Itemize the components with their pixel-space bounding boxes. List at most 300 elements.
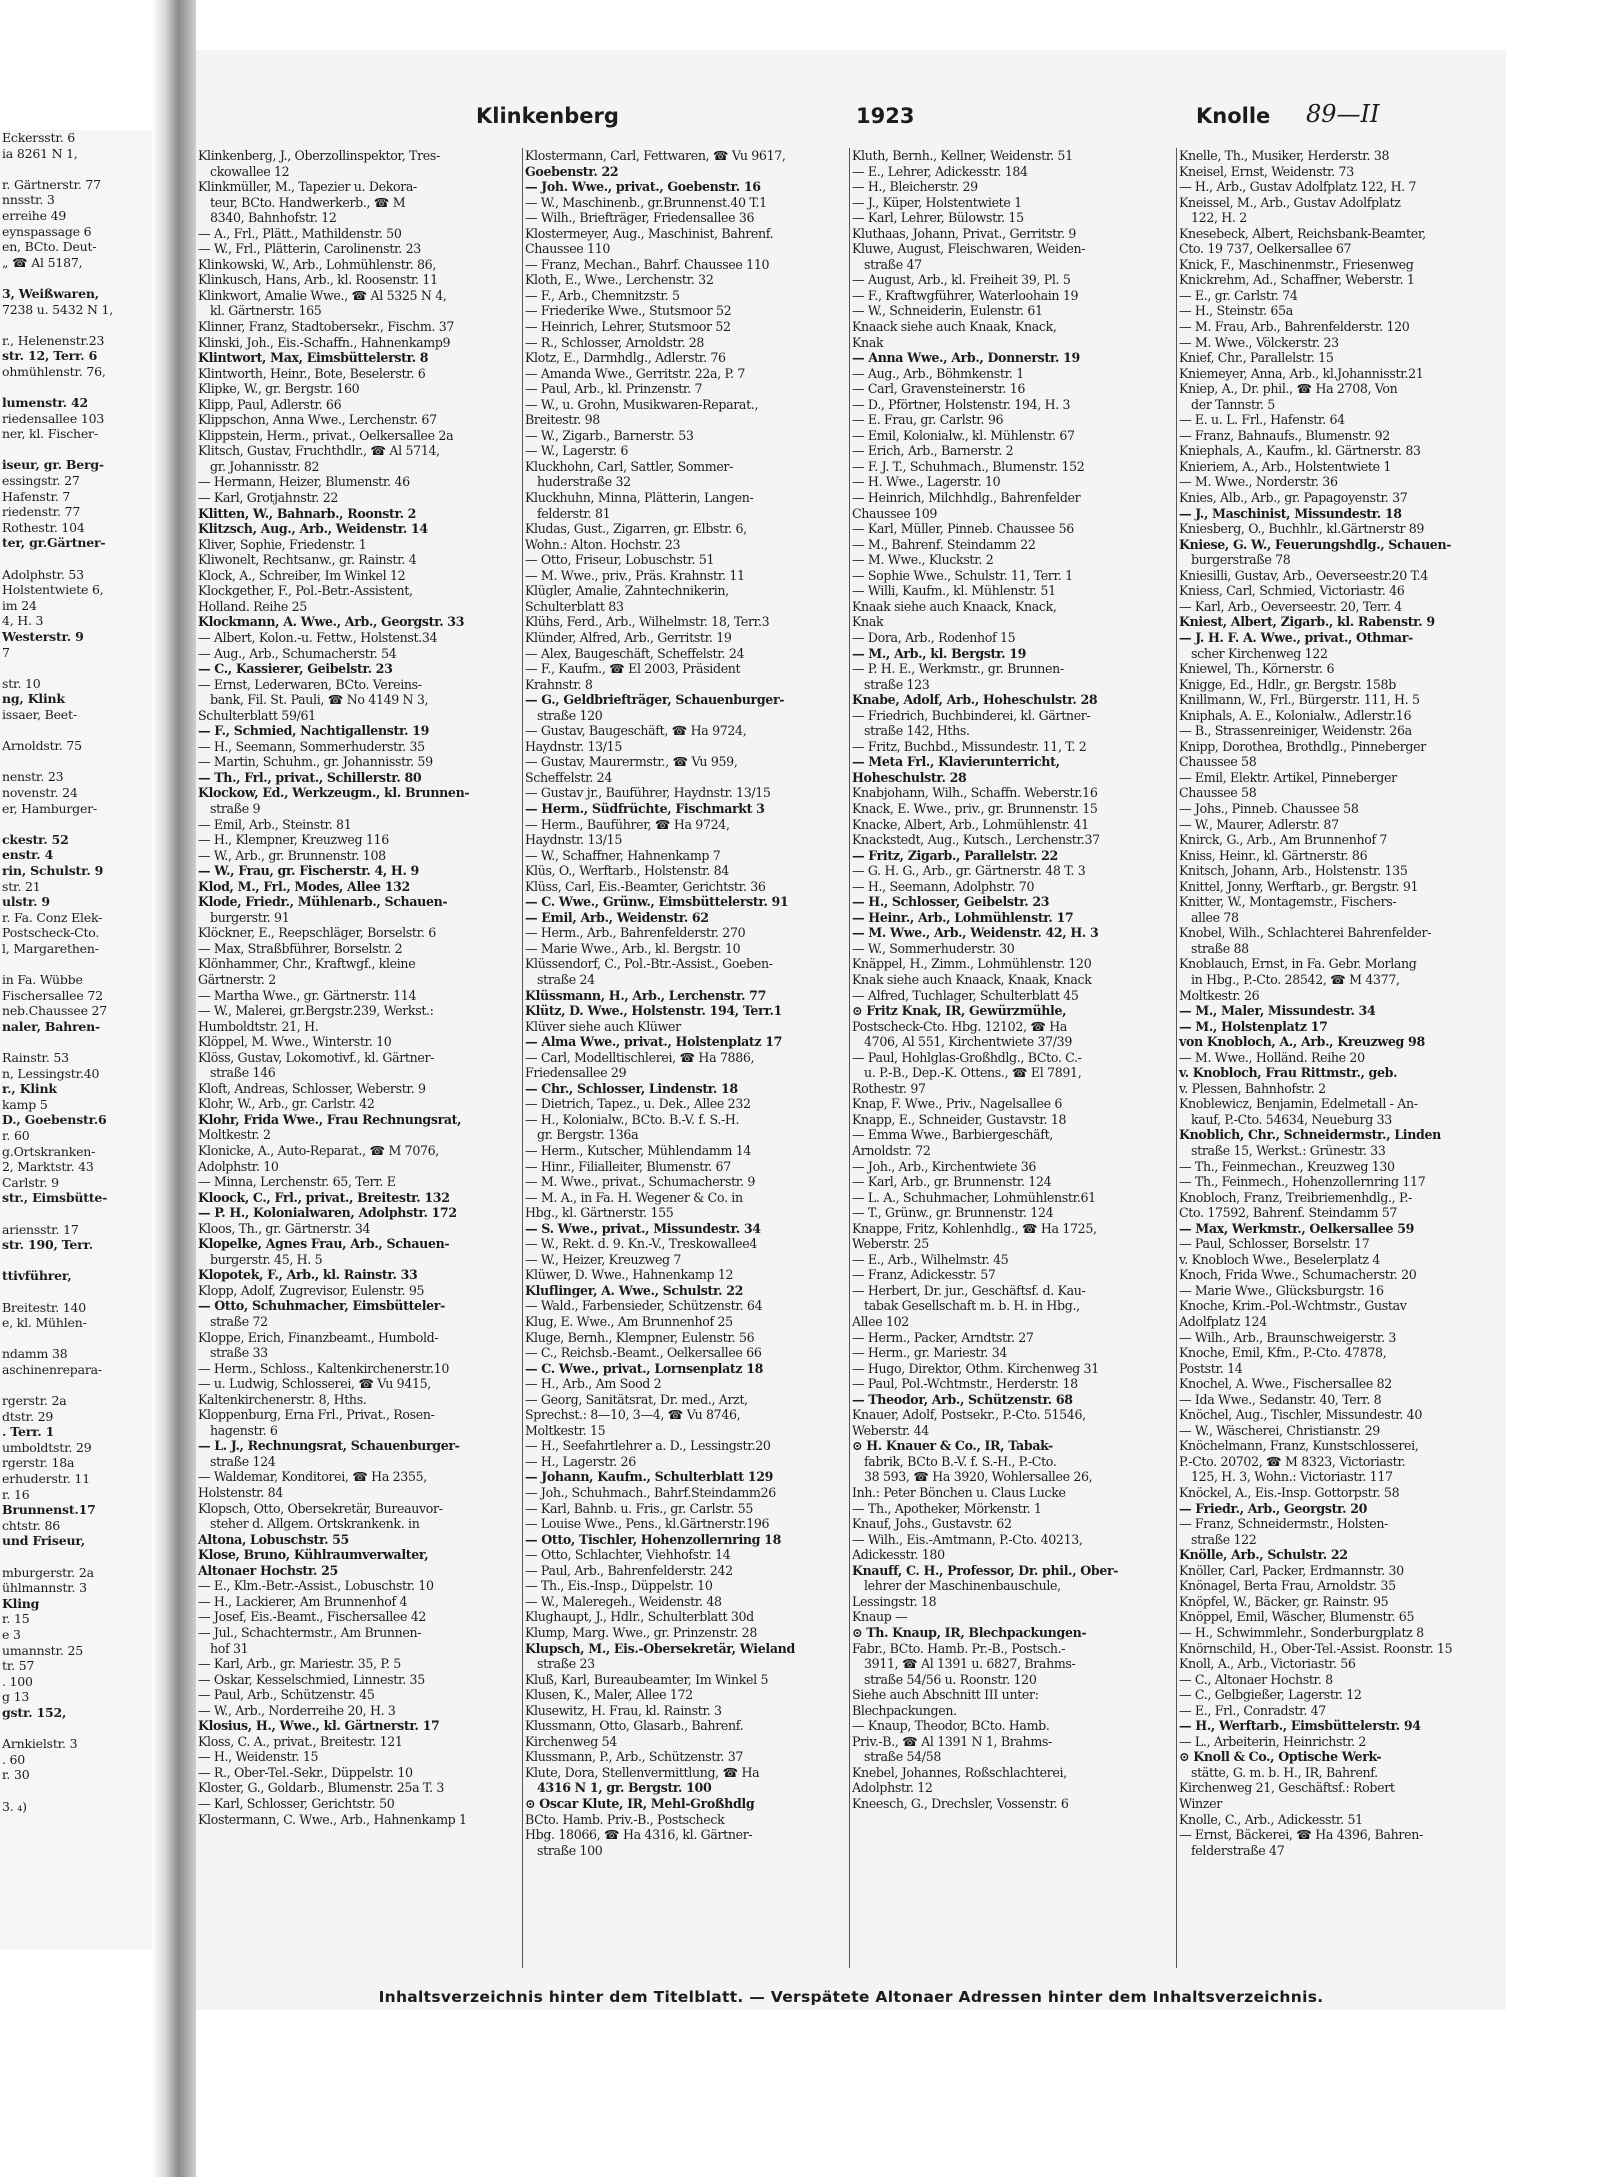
directory-line: 8340, Bahnhofstr. 12 [210, 210, 337, 226]
directory-line: von Knobloch, A., Arb., Kreuzweg 98 [1179, 1034, 1425, 1050]
directory-line: hof 31 [210, 1640, 249, 1656]
directory-line: Kloppe, Erich, Finanzbeamt., Humbold- [198, 1329, 439, 1345]
directory-line: Klippschon, Anna Wwe., Lerchenstr. 67 [198, 412, 437, 428]
left-page-line: Fischersallee 72 [2, 987, 103, 1003]
directory-line: — H., Lagerstr. 26 [525, 1453, 636, 1469]
directory-line: Knauf, Johs., Gustavstr. 62 [852, 1516, 1012, 1532]
directory-line: straße 15, Werkst.: Grünestr. 33 [1191, 1143, 1386, 1158]
directory-line: BCto. Hamb. Priv.-B., Postscheck [525, 1811, 725, 1827]
directory-line: Hoheschulstr. 28 [852, 769, 967, 785]
page-footer-note: Inhaltsverzeichnis hinter dem Titelblatt. — Verspätete Altonaer Adressen hinter dem Inhaltsverzeichnis. [378, 1988, 1324, 2006]
directory-line: Klinkenberg, J., Oberzollinspektor, Tres- [198, 148, 440, 163]
directory-line: Chaussee 58 [1179, 754, 1257, 770]
directory-line: Allee 102 [852, 1314, 909, 1330]
directory-line: — Louise Wwe., Pens., kl.Gärtnerstr.196 [525, 1516, 770, 1532]
directory-line: straße 54/56 u. Roonstr. 120 [864, 1671, 1037, 1687]
left-page-line [0, 270, 152, 286]
directory-line: Klug, E. Wwe., Am Brunnenhof 25 [525, 1314, 733, 1330]
directory-line: Moltkestr. 2 [198, 1127, 271, 1143]
directory-line: Klintworth, Heinr., Bote, Beselerstr. 6 [198, 365, 426, 381]
directory-line: straße 23 [537, 1656, 595, 1672]
left-page-line: lumenstr. 42 [2, 395, 89, 411]
directory-line: straße 9 [210, 800, 261, 816]
directory-line: Klockow, Ed., Werkzeugm., kl. Brunnen- [198, 785, 470, 801]
directory-line: Knittel, Jonny, Werftarb., gr. Bergstr. 91 [1179, 878, 1419, 894]
directory-line: Knoblich, Chr., Schneidermstr., Linden [1179, 1127, 1441, 1143]
directory-line: — Georg, Sanitätsrat, Dr. med., Arzt, [525, 1391, 748, 1407]
directory-line: — M. Wwe., Völckerstr. 23 [1179, 334, 1339, 350]
directory-line: — W., Frau, gr. Fischerstr. 4, H. 9 [198, 863, 419, 879]
left-page-line: Eckersstr. 6 [2, 130, 76, 145]
directory-line: Kloth, E., Wwe., Lerchenstr. 32 [525, 272, 714, 288]
directory-line: ⊙ H. Knauer & Co., IR, Tabak- [852, 1438, 1053, 1454]
directory-line: — Herm., Packer, Arndtstr. 27 [852, 1329, 1034, 1345]
directory-line: huderstraße 32 [537, 474, 631, 490]
directory-line: Kneisel, Ernst, Weidenstr. 73 [1179, 163, 1354, 179]
directory-line: Breitestr. 98 [525, 412, 600, 428]
directory-line: — Th., Feinmech., Hohenzollernring 117 [1179, 1174, 1426, 1190]
left-page-line: mburgerstr. 2a [2, 1564, 94, 1580]
directory-line: burgerstr. 91 [210, 909, 290, 925]
directory-line: Klöppel, M. Wwe., Winterstr. 10 [198, 1034, 392, 1050]
directory-line: straße 72 [210, 1314, 268, 1330]
directory-line: Postscheck-Cto. Hbg. 12102, ☎ Ha [852, 1018, 1068, 1034]
directory-line: — E. u. L. Frl., Hafenstr. 64 [1179, 412, 1345, 428]
directory-line: der Tannstr. 5 [1191, 396, 1275, 412]
directory-line: — Heinr., Arb., Lohmühlenstr. 17 [852, 909, 1074, 925]
directory-line: — E., Klm.-Betr.-Assist., Lobuschstr. 10 [198, 1578, 434, 1594]
directory-line: Kniss, Heinr., kl. Gärtnerstr. 86 [1179, 847, 1368, 863]
directory-line: ⊙ Fritz Knak, IR, Gewürzmühle, [852, 1003, 1067, 1019]
directory-line: Klinkwort, Amalie Wwe., ☎ Al 5325 N 4, [198, 287, 447, 303]
directory-line: Klüssmann, H., Arb., Lerchenstr. 77 [525, 987, 766, 1003]
directory-line: Kniphals, A. E., Kolonialw., Adlerstr.16 [1179, 707, 1412, 723]
directory-line: — Joh., Schuhmach., Bahrf.Steindamm26 [525, 1485, 776, 1501]
directory-line: — Max, Werkmstr., Oelkersallee 59 [1179, 1220, 1415, 1236]
left-page-line: „ ☎ Al 5187, [2, 254, 83, 270]
page-number: 89—II [1306, 100, 1380, 128]
left-page-line [0, 1378, 152, 1394]
directory-line: Kniese, G. W., Feuerungshdlg., Schauen- [1179, 536, 1452, 552]
directory-line: — H., Seemann, Sommerhuderstr. 35 [198, 738, 425, 754]
directory-line: — August, Arb., kl. Freiheit 39, Pl. 5 [852, 272, 1071, 288]
directory-line: Klütz, D. Wwe., Holstenstr. 194, Terr.1 [525, 1003, 782, 1019]
directory-line: allee 78 [1191, 909, 1239, 925]
directory-line: — Martha Wwe., gr. Gärtnerstr. 114 [198, 987, 417, 1003]
directory-line: — Emma Wwe., Barbiergeschäft, [852, 1127, 1053, 1143]
left-page-line: riedenstr. 77 [2, 504, 81, 520]
directory-line: — Amanda Wwe., Gerritstr. 22a, P. 7 [525, 365, 746, 381]
directory-line: — P. H., Kolonialwaren, Adolphstr. 172 [198, 1205, 457, 1221]
left-page-line: 2, Marktstr. 43 [2, 1159, 94, 1175]
left-page-line: g.Ortskranken- [2, 1143, 96, 1159]
directory-line: Kniest, Albert, Zigarb., kl. Rabenstr. 9 [1179, 614, 1435, 630]
directory-line: Knitter, W., Montagemstr., Fischers- [1179, 894, 1397, 910]
directory-line: — H., Schwimmlehr., Sonderburgplatz 8 [1179, 1624, 1424, 1640]
left-page-line: ühlmannstr. 3 [2, 1580, 87, 1596]
directory-line: — Herm., gr. Mariestr. 34 [852, 1345, 1008, 1361]
directory-line: — Wilh., Briefträger, Friedensallee 36 [525, 210, 755, 226]
directory-line: Knoblewicz, Benjamin, Edelmetall - An- [1179, 1096, 1418, 1112]
directory-line: P.-Cto. 20702, ☎ M 8323, Victoriastr. [1179, 1453, 1406, 1469]
directory-line: 122, H. 2 [1191, 210, 1247, 226]
directory-line: — u. Ludwig, Schlosserei, ☎ Vu 9415, [198, 1376, 431, 1392]
directory-line: — Gustav, Baugeschäft, ☎ Ha 9724, [525, 723, 747, 739]
directory-line: — H., Weidenstr. 15 [198, 1749, 319, 1765]
directory-line: Kniep, A., Dr. phil., ☎ Ha 2708, Von [1179, 381, 1398, 397]
directory-line: straße 146 [210, 1065, 276, 1081]
left-page-line: eynspassage 6 [2, 223, 92, 239]
directory-line: Altonaer Hochstr. 25 [198, 1562, 338, 1578]
directory-line: Klinkmüller, M., Tapezier u. Dekora- [198, 179, 417, 195]
left-page-line: . 100 [2, 1673, 33, 1689]
directory-line: Fabr., BCto. Hamb. Pr.-B., Postsch.- [852, 1640, 1066, 1656]
directory-line: — Waldemar, Konditorei, ☎ Ha 2355, [198, 1469, 427, 1485]
directory-line: Altona, Lobuschstr. 55 [198, 1531, 349, 1547]
directory-line: felderstr. 81 [537, 505, 611, 521]
directory-line: — Marie Wwe., Arb., kl. Bergstr. 10 [525, 940, 741, 956]
directory-line: u. P.-B., Dep.-K. Ottens., ☎ El 7891, [864, 1065, 1082, 1081]
directory-line: Chaussee 110 [525, 241, 611, 257]
left-page-line: gstr. 152, [2, 1704, 67, 1720]
left-page-line: dtstr. 29 [2, 1408, 54, 1424]
directory-line: — H., Arb., Am Sood 2 [525, 1376, 662, 1392]
left-page-line [0, 1721, 152, 1737]
directory-line: Goebenstr. 22 [525, 163, 619, 179]
directory-line: Kloos, Th., gr. Gärtnerstr. 34 [198, 1220, 371, 1236]
directory-line: — G. H. G., Arb., gr. Gärtnerstr. 48 T. 3 [852, 863, 1086, 879]
left-page-line: aschinenrepara- [2, 1361, 102, 1377]
directory-line: — W., Heizer, Kreuzweg 7 [525, 1251, 682, 1267]
left-page-line: nenstr. 23 [2, 769, 64, 785]
directory-line: — M., Arb., kl. Bergstr. 19 [852, 645, 1027, 661]
directory-line: Klose, Bruno, Kühlraumverwalter, [198, 1547, 429, 1563]
directory-line: — Paul, Arb., Schützenstr. 45 [198, 1687, 375, 1703]
directory-line: Klintwort, Max, Eimsbüttelerstr. 8 [198, 350, 429, 366]
directory-line: Klusen, K., Maler, Allee 172 [525, 1687, 693, 1703]
directory-line: Knörnschild, H., Ober-Tel.-Assist. Roonstr. 15 [1179, 1640, 1453, 1656]
directory-line: — Ernst, Bäckerei, ☎ Ha 4396, Bahren- [1179, 1827, 1423, 1843]
directory-line: — R., Schlosser, Arnoldstr. 28 [525, 334, 705, 350]
directory-line: Knobel, Wilh., Schlachterei Bahrenfelder- [1179, 925, 1432, 941]
left-page-line [0, 1783, 152, 1799]
left-page-line: ndamm 38 [2, 1346, 68, 1362]
directory-line: — H., Lackierer, Am Brunnenhof 4 [198, 1593, 408, 1609]
directory-line: — Franz, Mechan., Bahrf. Chaussee 110 [525, 256, 770, 272]
directory-line: Adickesstr. 180 [852, 1547, 945, 1563]
directory-line: — Ida Wwe., Sedanstr. 40, Terr. 8 [1179, 1391, 1382, 1407]
directory-line: Adolphstr. 12 [852, 1780, 933, 1796]
left-page-line: in Fa. Wübbe [2, 972, 83, 988]
left-page-line: str. 190, Terr. [2, 1237, 93, 1253]
directory-line: Knobloch, Franz, Treibriemenhdlg., P.- [1179, 1189, 1413, 1205]
directory-line: — M. Wwe., privat., Schumacherstr. 9 [525, 1174, 756, 1190]
directory-line: Klüwer, D. Wwe., Hahnenkamp 12 [525, 1267, 734, 1283]
directory-line: stätte, G. m. b. H., IR, Bahrenf. [1191, 1764, 1378, 1780]
directory-line: Blechpackungen. [852, 1702, 957, 1718]
directory-line: steher d. Allgem. Ortskrankenk. in [210, 1516, 420, 1532]
left-page-line [0, 317, 152, 333]
directory-line: Klopotek, F., Arb., kl. Rainstr. 33 [198, 1267, 418, 1283]
directory-line: Knesebeck, Albert, Reichsbank-Beamter, [1179, 225, 1426, 241]
directory-line: Holstenstr. 84 [198, 1485, 283, 1501]
directory-line: — L. J., Rechnungsrat, Schauenburger- [198, 1438, 460, 1454]
directory-line: — Otto, Schlachter, Viehhofstr. 14 [525, 1547, 731, 1563]
directory-line: Kluß, Karl, Bureaubeamter, Im Winkel 5 [525, 1671, 769, 1687]
directory-line: — S. Wwe., privat., Missundestr. 34 [525, 1220, 761, 1236]
directory-line: — Heinrich, Milchhdlg., Bahrenfelder [852, 490, 1081, 506]
directory-line: Kluflinger, A. Wwe., Schulstr. 22 [525, 1282, 744, 1298]
directory-line: Hbg. 18066, ☎ Ha 4316, kl. Gärtner- [525, 1827, 753, 1843]
directory-line: — Emil, Elektr. Artikel, Pinneberger [1179, 769, 1397, 785]
directory-line: Kniewel, Th., Körnerstr. 6 [1179, 661, 1335, 677]
left-page-line: essingstr. 27 [2, 473, 80, 489]
directory-line: Poststr. 14 [1179, 1360, 1243, 1376]
directory-line: Kaltenkirchenerstr. 8, Hths. [198, 1391, 367, 1407]
left-page-line: 7238 u. 5432 N 1, [2, 301, 114, 317]
directory-line: Klotz, E., Darmhdlg., Adlerstr. 76 [525, 350, 726, 366]
directory-line: Chaussee 109 [852, 505, 938, 521]
left-page-line: Arnkielstr. 3 [2, 1736, 78, 1752]
left-page-line: erhuderstr. 11 [2, 1471, 90, 1487]
directory-line: Knolle, C., Arb., Adickesstr. 51 [1179, 1811, 1363, 1827]
left-page-line: im 24 [2, 597, 37, 613]
left-page-line [0, 660, 152, 676]
directory-line: — W., Sommerhuderstr. 30 [852, 940, 1015, 956]
directory-line: Knappe, Fritz, Kohlenhdlg., ☎ Ha 1725, [852, 1220, 1097, 1236]
directory-line: — Wald., Farbensieder, Schützenstr. 64 [525, 1298, 763, 1314]
left-page-line: issaer, Beet- [2, 706, 77, 722]
directory-line: tabak Gesellschaft m. b. H. in Hbg., [864, 1298, 1080, 1314]
directory-line: Klipke, W., gr. Bergstr. 160 [198, 381, 360, 397]
directory-line: Knöppel, Emil, Wäscher, Blumenstr. 65 [1179, 1609, 1415, 1625]
left-page-line: naler, Bahren- [2, 1018, 101, 1034]
directory-line: — H., Klempner, Kreuzweg 116 [198, 832, 389, 848]
directory-line: — G., Geldbriefträger, Schauenburger- [525, 692, 785, 708]
left-page-line: . Terr. 1 [2, 1424, 55, 1440]
directory-line: Knack, E. Wwe., priv., gr. Brunnenstr. 15 [852, 800, 1098, 816]
left-page-line [0, 1331, 152, 1347]
directory-line: Knaup — [852, 1609, 908, 1625]
left-page-line: str., Eimsbütte- [2, 1190, 108, 1206]
directory-line: — E. Frau, gr. Carlstr. 96 [852, 412, 1004, 428]
directory-line: — Karl, Arb., gr. Mariestr. 35, P. 5 [198, 1656, 401, 1672]
directory-line: in Hbg., P.-Cto. 28542, ☎ M 4377, [1191, 971, 1400, 987]
directory-line: — W., Maurer, Adlerstr. 87 [1179, 816, 1339, 832]
left-page-line: Breitestr. 140 [2, 1299, 87, 1315]
directory-line: — D., Pförtner, Holstenstr. 194, H. 3 [852, 396, 1071, 412]
directory-line: — Sophie Wwe., Schulstr. 11, Terr. 1 [852, 567, 1073, 583]
running-header [196, 98, 1506, 138]
directory-line: — F., Schmied, Nachtigallenstr. 19 [198, 723, 430, 739]
directory-line: burgerstraße 78 [1191, 552, 1291, 568]
directory-line: Klussmann, P., Arb., Schützenstr. 37 [525, 1749, 744, 1765]
directory-line: straße 54/58 [864, 1749, 942, 1765]
directory-line: — Th., Eis.-Insp., Düppelstr. 10 [525, 1578, 713, 1594]
directory-line: Moltkestr. 15 [525, 1422, 606, 1438]
directory-line: Knak siehe auch Knaack, Knaak, Knack [852, 971, 1092, 987]
directory-line: — J., Maschinist, Missundestr. 18 [1179, 505, 1402, 521]
left-page-line: ner, kl. Fischer- [2, 426, 98, 442]
left-page-line: Hafenstr. 7 [2, 488, 71, 504]
directory-line: straße 88 [1191, 940, 1249, 956]
left-page-line: ia 8261 N 1, [2, 145, 78, 161]
left-page-line: riedensallee 103 [2, 410, 105, 426]
left-page-line: nnsstr. 3 [2, 192, 55, 208]
directory-line: — Th., Apotheker, Mörkenstr. 1 [852, 1500, 1042, 1516]
directory-line: Klockmann, A. Wwe., Arb., Georgstr. 33 [198, 614, 465, 630]
directory-line: Klopsch, Otto, Obersekretär, Bureauvor- [198, 1500, 443, 1516]
directory-line: — Otto, Tischler, Hohenzollernring 18 [525, 1531, 781, 1547]
directory-line: fabrik, BCto B.-V. f. S.-H., P.-Cto. [864, 1453, 1057, 1469]
directory-line: — Meta Frl., Klavierunterricht, [852, 754, 1060, 770]
directory-line: 125, H. 3, Wohn.: Victoriastr. 117 [1191, 1469, 1393, 1485]
directory-line: Kneesch, G., Drechsler, Vossenstr. 6 [852, 1795, 1069, 1811]
left-page-line: chtstr. 86 [2, 1517, 60, 1533]
directory-line: — Th., Frl., privat., Schillerstr. 80 [198, 769, 422, 785]
left-page-line [0, 551, 152, 567]
directory-line: — W., Frl., Plätterin, Carolinenstr. 23 [198, 241, 421, 257]
directory-line: — Wilh., Eis.-Amtmann, P.-Cto. 40213, [852, 1531, 1083, 1547]
directory-line: — H., Arb., Gustav Adolfplatz 122, H. 7 [1179, 179, 1417, 195]
left-page-line: Rainstr. 53 [2, 1050, 69, 1066]
directory-line: — Friederike Wwe., Stutsmoor 52 [525, 303, 732, 319]
directory-line: Kloster, G., Goldarb., Blumenstr. 25a T. 3 [198, 1780, 445, 1796]
directory-line: Kluwe, August, Fleischwaren, Weiden- [852, 241, 1086, 257]
left-page-line [0, 1206, 152, 1222]
left-page-line [0, 1253, 152, 1269]
left-page-line: umannstr. 25 [2, 1642, 83, 1658]
left-page-line [0, 754, 152, 770]
directory-line: — Karl, Bahnb. u. Fris., gr. Carlstr. 55 [525, 1500, 754, 1516]
directory-line: — W., Schaffner, Hahnenkamp 7 [525, 847, 721, 863]
directory-line: v. Knobloch Wwe., Beselerplatz 4 [1179, 1251, 1380, 1267]
directory-line: Kloock, C., Frl., privat., Breitestr. 132 [198, 1189, 450, 1205]
directory-line: — Karl, Schlosser, Gerichtstr. 50 [198, 1795, 395, 1811]
directory-line: — Dietrich, Tapez., u. Dek., Allee 232 [525, 1096, 751, 1112]
directory-line: — C., Reichsb.-Beamt., Oelkersallee 66 [525, 1345, 762, 1361]
left-page-line: Postscheck-Cto. [2, 925, 100, 941]
directory-line: — Karl, Arb., gr. Brunnenstr. 124 [852, 1174, 1052, 1190]
directory-line: — Herm., Schloss., Kaltenkirchenerstr.10 [198, 1360, 449, 1376]
left-page-line: Carlstr. 9 [2, 1174, 59, 1190]
directory-line: gr. Johannisstr. 82 [210, 458, 320, 474]
left-page-line: ckestr. 52 [2, 831, 69, 847]
directory-line: hagenstr. 6 [210, 1422, 278, 1438]
directory-line: Klühs, Ferd., Arb., Wilhelmstr. 18, Terr.3 [525, 614, 770, 630]
directory-line: Knick, F., Maschinenmstr., Friesenweg [1179, 256, 1414, 272]
directory-line: — Theodor, Arb., Schützenstr. 68 [852, 1391, 1073, 1407]
directory-line: Rothestr. 97 [852, 1080, 926, 1096]
directory-line: Knöpfel, W., Bäcker, gr. Rainstr. 95 [1179, 1593, 1389, 1609]
directory-line: — Wilh., Arb., Braunschweigerstr. 3 [1179, 1329, 1397, 1345]
directory-line: — Franz, Adickesstr. 57 [852, 1267, 996, 1283]
left-page-line [0, 956, 152, 972]
directory-line: gr. Bergstr. 136a [537, 1127, 639, 1143]
directory-line: — Willi, Kaufm., kl. Mühlenstr. 51 [852, 583, 1056, 599]
left-page-line: r. Fa. Conz Elek- [2, 909, 103, 925]
directory-line: Weberstr. 44 [852, 1422, 929, 1438]
directory-line: — Herm., Kutscher, Mühlendamm 14 [525, 1143, 752, 1158]
directory-line: Hbg., kl. Gärtnerstr. 155 [525, 1205, 674, 1221]
directory-line: — Marie Wwe., Glücksburgstr. 16 [1179, 1282, 1384, 1298]
directory-line: — C. Wwe., privat., Lornsenplatz 18 [525, 1360, 764, 1376]
directory-line: Knak [852, 334, 884, 350]
directory-line: Klute, Dora, Stellenvermittlung, ☎ Ha [525, 1764, 760, 1780]
directory-line: Krahnstr. 8 [525, 676, 593, 692]
directory-line: Knönagel, Berta Frau, Arnoldstr. 35 [1179, 1578, 1396, 1594]
directory-line: Knöller, Carl, Packer, Erdmannstr. 30 [1179, 1562, 1404, 1578]
directory-line: Kluckhohn, Carl, Sattler, Sommer- [525, 458, 734, 474]
directory-line: — Carl, Gravensteinerstr. 16 [852, 381, 1026, 397]
directory-line: — Friedrich, Buchbinderei, kl. Gärtner- [852, 707, 1091, 723]
directory-line: Klöckner, E., Reepschläger, Borselstr. 6 [198, 925, 436, 941]
directory-line: Knauff, C. H., Professor, Dr. phil., Ober- [852, 1562, 1119, 1578]
directory-line: — P. H. E., Werkmstr., gr. Brunnen- [852, 661, 1064, 677]
directory-line: — L., Arbeiterin, Heinrichstr. 2 [1179, 1733, 1367, 1749]
directory-column-3 [850, 148, 1180, 1978]
directory-line: — H., Seefahrtlehrer a. D., Lessingstr.20 [525, 1438, 771, 1454]
directory-line: Klostermeyer, Aug., Maschinist, Bahrenf. [525, 225, 774, 241]
directory-line: — E., Frl., Conradstr. 47 [1179, 1702, 1326, 1718]
directory-line: Klump, Marg. Wwe., gr. Prinzenstr. 28 [525, 1624, 758, 1640]
directory-line: Klinski, Joh., Eis.-Schaffn., Hahnenkamp9 [198, 334, 451, 350]
directory-line: — F., Kraftwgführer, Waterloohain 19 [852, 287, 1079, 303]
directory-line: Knief, Chr., Parallelstr. 15 [1179, 350, 1334, 366]
directory-line: straße 33 [210, 1345, 268, 1361]
left-page-line: tr. 57 [2, 1658, 35, 1674]
directory-line: Knak [852, 614, 884, 630]
directory-line: straße 24 [537, 971, 595, 987]
directory-line: Klüss, Carl, Eis.-Beamter, Gerichtstr. 36 [525, 878, 766, 894]
directory-line: — F. J. T., Schuhmach., Blumenstr. 152 [852, 458, 1085, 474]
directory-line: Knaack siehe auch Knaak, Knack, [852, 319, 1057, 335]
directory-line: Knäppel, H., Zimm., Lohmühlenstr. 120 [852, 956, 1092, 972]
directory-line: Knabjohann, Wilh., Schaffn. Weberstr.16 [852, 785, 1098, 801]
directory-line: — Martin, Schuhm., gr. Johannisstr. 59 [198, 754, 433, 770]
left-page-line: Holstentwiete 6, [2, 582, 104, 598]
directory-line: — Herm., Bauführer, ☎ Ha 9724, [525, 816, 730, 832]
directory-line: Knoblauch, Ernst, in Fa. Gebr. Morlang [1179, 956, 1417, 972]
directory-line: Kliver, Sophie, Friedenstr. 1 [198, 536, 367, 552]
left-page-line [0, 161, 152, 177]
directory-line: — H., Kolonialw., BCto. B.-V. f. S.-H. [525, 1111, 740, 1127]
left-page-line: D., Goebenstr.6 [2, 1112, 107, 1128]
directory-line: Klöss, Gustav, Lokomotivf., kl. Gärtner- [198, 1049, 435, 1065]
directory-line: Klitten, W., Bahnarb., Roonstr. 2 [198, 505, 417, 521]
directory-line: Knickrehm, Ad., Schaffner, Weberstr. 1 [1179, 272, 1415, 288]
directory-line: Klinner, Franz, Stadtobersekr., Fischm. 37 [198, 319, 455, 335]
directory-line: Cto. 17592, Bahrenf. Steindamm 57 [1179, 1205, 1398, 1221]
directory-line: Arnoldstr. 72 [852, 1143, 931, 1158]
directory-line: straße 120 [537, 707, 603, 723]
left-page-line: r. 15 [2, 1611, 30, 1627]
directory-line: Klussmann, Otto, Glasarb., Bahrenf. [525, 1718, 744, 1734]
directory-line: Knitsch, Johann, Arb., Holstenstr. 135 [1179, 863, 1408, 879]
directory-line: Klinkusch, Hans, Arb., kl. Roosenstr. 11 [198, 272, 438, 288]
left-page-line [0, 723, 152, 739]
directory-line: Klughaupt, J., Hdlr., Schulterblatt 30d [525, 1609, 754, 1625]
directory-line: — M. Wwe., Kluckstr. 2 [852, 552, 994, 568]
directory-line: Klosius, H., Wwe., kl. Gärtnerstr. 17 [198, 1718, 440, 1734]
directory-line: — Dora, Arb., Rodenhof 15 [852, 629, 1016, 645]
directory-line: Klock, A., Schreiber, Im Winkel 12 [198, 567, 406, 583]
left-page-line: rin, Schulstr. 9 [2, 862, 104, 878]
left-page-line: umboldtstr. 29 [2, 1439, 92, 1455]
left-page-line: n, Lessingstr.40 [2, 1065, 100, 1081]
directory-line: — M. Wwe., Arb., Weidenstr. 42, H. 3 [852, 925, 1099, 941]
directory-line: — F., Arb., Chemnitzstr. 5 [525, 287, 680, 303]
